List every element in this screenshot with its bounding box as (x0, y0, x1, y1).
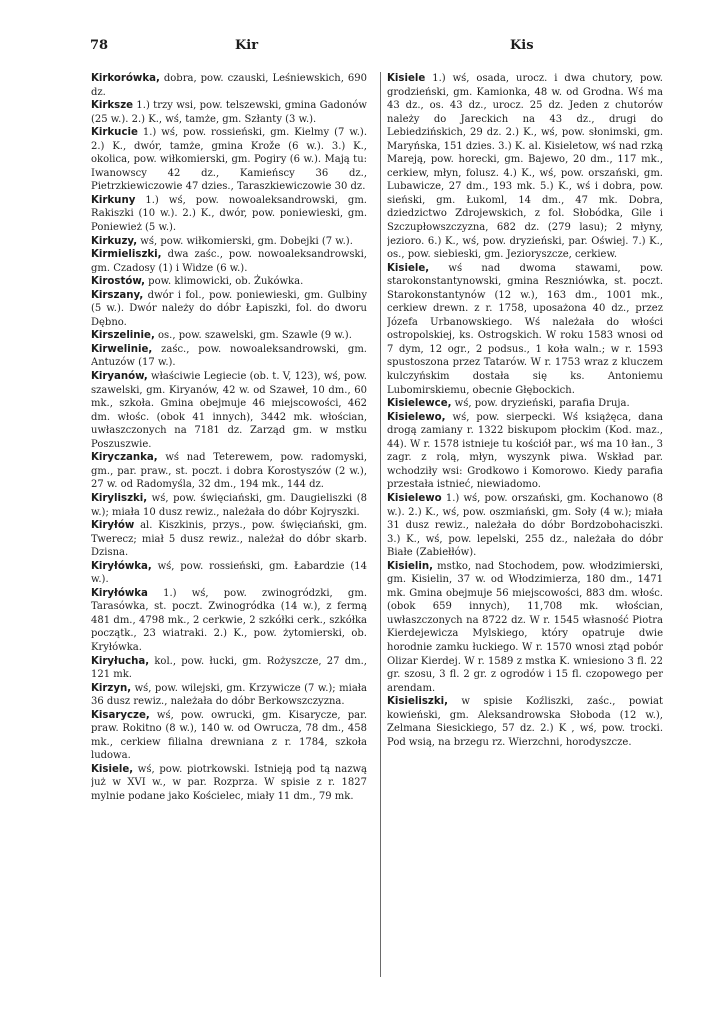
entry-text: wś, pow. wilejski, gm. Krzywicze (7 w.); miała 36 dusz rewiz., należała do dóbr Berkowszczyzna. (91, 682, 367, 708)
entry-headword: Kiryłówka (91, 587, 148, 599)
dictionary-entry (91, 99, 367, 126)
entry-headword: Kiryłówka, (91, 560, 152, 572)
entry-text: 1.) trzy wsi, pow. telszewski, gmina Gadonów (25 w.). 2.) K., wś, tamże, gm. Szłanty (3 w.). (91, 100, 367, 125)
dictionary-entry (91, 519, 367, 560)
entry-text: wś, pow. dryzieński, parafia Druja. (451, 398, 630, 410)
dictionary-entry (387, 560, 663, 695)
dictionary-entry (91, 587, 367, 655)
dictionary-entry (91, 370, 367, 451)
entry-headword: Kirkorówka, (91, 73, 160, 84)
entry-text: wś, pow. święciański, gm. Daugieliszki (8 w.); miała 10 dusz rewiz., należała do dóbr Kojryszki. (91, 492, 367, 518)
entry-headword: Kirkucie (91, 127, 138, 139)
entry-headword: Kisiele, (387, 262, 430, 274)
dictionary-entry (91, 275, 367, 289)
entry-headword: Kisarycze, (91, 709, 150, 721)
entry-text: dwa zaśc., pow. nowoaleksandrowski, gm. Czadosy (1) i Widze (6 w.). (91, 249, 367, 274)
entry-headword: Kirzyn, (91, 682, 132, 694)
entry-headword: Kirkuzy, (91, 235, 138, 247)
dictionary-entry (91, 492, 367, 519)
entry-headword: Kirszany, (91, 289, 144, 301)
entry-text: dobra, pow. czauski, Leśniewskich, 690 dz. (91, 73, 367, 98)
dictionary-entry (91, 655, 367, 682)
entry-headword: Kisieliszki, (387, 696, 448, 708)
entry-headword: Kiryczanka, (91, 452, 158, 464)
dictionary-entry (91, 329, 367, 343)
entry-headword: Kisielewo, (387, 411, 446, 423)
page-number: 78 (90, 38, 109, 53)
entry-headword: Kiryłucha, (91, 655, 150, 667)
dictionary-entry (387, 72, 663, 262)
entry-text: wś, pow. rossieński, gm. Łabardzie (14 w.). (91, 560, 367, 586)
entry-text: wś, pow. sierpecki. Wś książęca, dana drogą zamiany r. 1322 biskupom płockim (Kod. maz., 44). W r. 1578 istnieje tu kościół par., wś ma 10 łan., 3 zagr. z rolą, młyn, wyszynk piwa. Wskład par. wchodziły wsi: Grodkowo i Komorowo. Kiedy parafia przestała istnieć, niewiadomo. (387, 411, 663, 491)
column-divider (380, 72, 381, 977)
entry-text: wś, pow. owrucki, gm. Kisarycze, par. praw. Rokitno (8 w.), 140 w. od Owrucza, 78 dm., 458 mk., cerkiew filialna drewniana z r. 1784, szkoła ludowa. (91, 709, 367, 762)
entry-text: mstko, nad Stochodem, pow. włodzimierski, gm. Kisielin, 37 w. od Włodzimierza, 180 dm., 1471 mk. Gmina obejmuje 56 miejscowości, 883 dm. włośc. (obok 659 innych), 11,708 mk. włościan, uwłaszczonych na 8722 dz. W r. 1545 własność Piotra Kierdejewicza Mylskiego, który opatruje dwie horodnie zamku łuckiego. W r. 1570 wnosi ztąd pobór Olizar Kierdej. W r. 1589 z mstka K. wniesiono 3 fl. 22 gr. szosu, 3 fl. 2 gr. z ogrodów i 15 fl. czopowego per arendam. (387, 560, 663, 694)
entry-headword: Kisiele, (91, 763, 134, 775)
entry-text: wś, pow. piotrkowski. Istnieją pod tą nazwą już w XVI w., w par. Rozprza. W spisie z r. 1827 mylnie podane jako Kościelec, miały 11 dm., 79 mk. (91, 763, 367, 802)
entry-headword: Kiryłów (91, 520, 135, 532)
dictionary-entry (91, 682, 367, 709)
dictionary-entry (91, 289, 367, 330)
entry-text: pow. klimowicki, ob. Żukówka. (144, 276, 304, 288)
dictionary-entry (91, 709, 367, 763)
dictionary-entry (91, 451, 367, 492)
entry-text: wś nad dwoma stawami, pow. starokonstantynowski, gmina Reszniówka, st. poczt. Starokonstantynów (12 w.), 163 dm., 1001 mk., cerkiew drewn. z r. 1758, uposażona 40 dz., przez Józefa Urbanowskiego. Wś należała do włości ostropolskiej, ks. Ostrogskich. W roku 1583 wnosi od 7 dym, 12 ogr., 2 podsus., 1 koła waln.; w r. 1593 spustoszona przez Tatarów. W r. 1753 wraz z kluczem kulczyńskim dostała się ks. Antoniemu Lubomirskiemu, obecnie Głębockich. (387, 262, 663, 396)
right-column (387, 72, 663, 982)
dictionary-entry (91, 343, 367, 370)
entry-text: dwór i fol., pow. poniewieski, gm. Gulbiny (5 w.). Dwór należy do dóbr Łapiszki, fol. do dworu Dębno. (91, 289, 367, 328)
entry-headword: Kirmieliszki, (91, 249, 162, 261)
entry-headword: Kirkuny (91, 194, 136, 206)
entry-text: os., pow. szawelski, gm. Szawle (9 w.). (154, 330, 352, 342)
page-header (90, 38, 690, 58)
entry-headword: Kisielin, (387, 560, 433, 572)
dictionary-entry (387, 397, 663, 411)
entry-headword: Kisiele (387, 73, 426, 84)
entry-headword: Kirszelinie, (91, 330, 155, 342)
entry-text: zaśc., pow. nowoaleksandrowski, gm. Antuzów (17 w.). (91, 343, 367, 369)
entry-text: wś, pow. wiłkomierski, gm. Dobejki (7 w.). (137, 235, 353, 247)
dictionary-entry (91, 126, 367, 194)
entry-headword: Kiryliszki, (91, 492, 148, 504)
dictionary-entry (91, 248, 367, 275)
entry-headword: Kisielewce, (387, 398, 452, 410)
entry-headword: Kiryanów, (91, 371, 148, 383)
entry-text: 1.) wś, osada, urocz. i dwa chutory, pow. grodzieński, gm. Kamionka, 48 w. od Grodna. Wś ma 43 dz., os. 43 dz., urocz. 25 dz. Jeden z chutorów należy do Jareckich na 43 dz., drugi do Lebiedzińskich, 29 dz. 2.) K., wś, pow. słonimski, gm. Maryńska, 151 dzies. 3.) K. al. Kisieletow, wś nad rzką Mareją, pow. horecki, gm. Bajewo, 20 dm., 117 mk., cerkiew, młyn, folusz. 4.) K., wś, pow. orszański, gm. Lubawicze, 27 dm., 193 mk. 5.) K., wś i dobra, pow. sieński, gm. Łukoml, 14 dm., 47 mk. Dobra, dziedzictwo Zdrojewskich, z fol. Słobódka, Gile i Szczupłowszczyzna, 682 dz. (279 lasu); 2 młyny, jezioro. 6.) K., wś, pow. dryzieński, par. Oświej. 7.) K., os., pow. siebieski, gm. Jezioryszcze, cerkiew. (387, 73, 663, 261)
dictionary-entry (91, 763, 367, 804)
dictionary-entry (387, 695, 663, 749)
right-running-headword: Kis (510, 38, 534, 53)
dictionary-entry (387, 262, 663, 397)
entry-headword: Kirwelinie, (91, 343, 153, 355)
entry-text: w spisie Koźliszki, zaśc., powiat kowieński, gm. Aleksandrowska Słoboda (12 w.), Zelmana Siesickiego, 57 dz. 2.) K , wś, pow. trocki. Pod wsią, na brzegu rz. Wierzchni, horodyszcze. (387, 696, 663, 748)
entry-headword: Kirksze (91, 100, 134, 112)
dictionary-entry (387, 492, 663, 560)
left-column (91, 72, 367, 982)
entry-text: 1.) wś, pow. orszański, gm. Kochanowo (8 w.). 2.) K., wś, pow. oszmiański, gm. Soły (4 w.); miała 31 dusz rewiz., należała do dóbr Bordzobohaciszki. 3.) K., wś, pow. lepelski, 255 dz., należała do dóbr Białe (Zabiełłów). (387, 492, 663, 559)
entry-text: kol., pow. łucki, gm. Rożyszcze, 27 dm., 121 mk. (91, 655, 367, 681)
entry-headword: Kirostów, (91, 276, 145, 288)
entry-text: wś nad Teterewem, pow. radomyski, gm., par. praw., st. poczt. i dobra Korostyszów (2 w.), 27 w. od Radomyśla, 32 dm., 194 mk., 144 dz. (91, 452, 367, 491)
dictionary-entry (387, 411, 663, 492)
entry-text: właściwie Legiecie (ob. t. V, 123), wś, pow. szawelski, gm. Kiryanów, 42 w. od Szaweł, 10 dm., 60 mk., szkoła. Gmina obejmuje 46 miejscowości, 462 dm. włośc. (obok 41 innych), 3442 mk. włościan, uwłaszczonych na 7181 dz. Zarząd gm. w mstku Poszuszwie. (91, 371, 367, 450)
entry-text: 1.) wś, pow. zwinogródzki, gm. Tarasówka, st. poczt. Zwinogródka (14 w.), z fermą 481 dm., 4798 mk., 2 cerkwie, 2 szkółki cerk., szkółka początk., 23 wiatraki. 2.) K., pow. żytomierski, ob. Kryłówka. (91, 587, 367, 653)
entry-text: al. Kiszkinis, przys., pow. święciański, gm. Twerecz; miał 5 dusz rewiz., należał do dóbr skarb. Dzisna. (91, 520, 367, 559)
dictionary-entry (91, 560, 367, 587)
dictionary-entry (91, 235, 367, 249)
entry-headword: Kisielewo (387, 492, 442, 504)
dictionary-entry (91, 72, 367, 99)
dictionary-entry (91, 194, 367, 235)
entry-text: 1.) wś, pow. nowoaleksandrowski, gm. Rakiszki (10 w.). 2.) K., dwór, pow. poniewieski, gm. Poniewież (5 w.). (91, 194, 367, 234)
left-running-headword: Kir (235, 38, 259, 53)
entry-text: 1.) wś, pow. rossieński, gm. Kielmy (7 w.). 2.) K., dwór, tamże, gmina Krože (6 w.). 3.) K., okolica, pow. wiłkomierski, gm. Pogiry (6 w.). Mają tu: Iwanowscy 42 dz., Kamieńscy 36 dz., Pietrzkiewiczowie 47 dzies., Taraszkiewiczowie 30 dz. (91, 127, 367, 193)
